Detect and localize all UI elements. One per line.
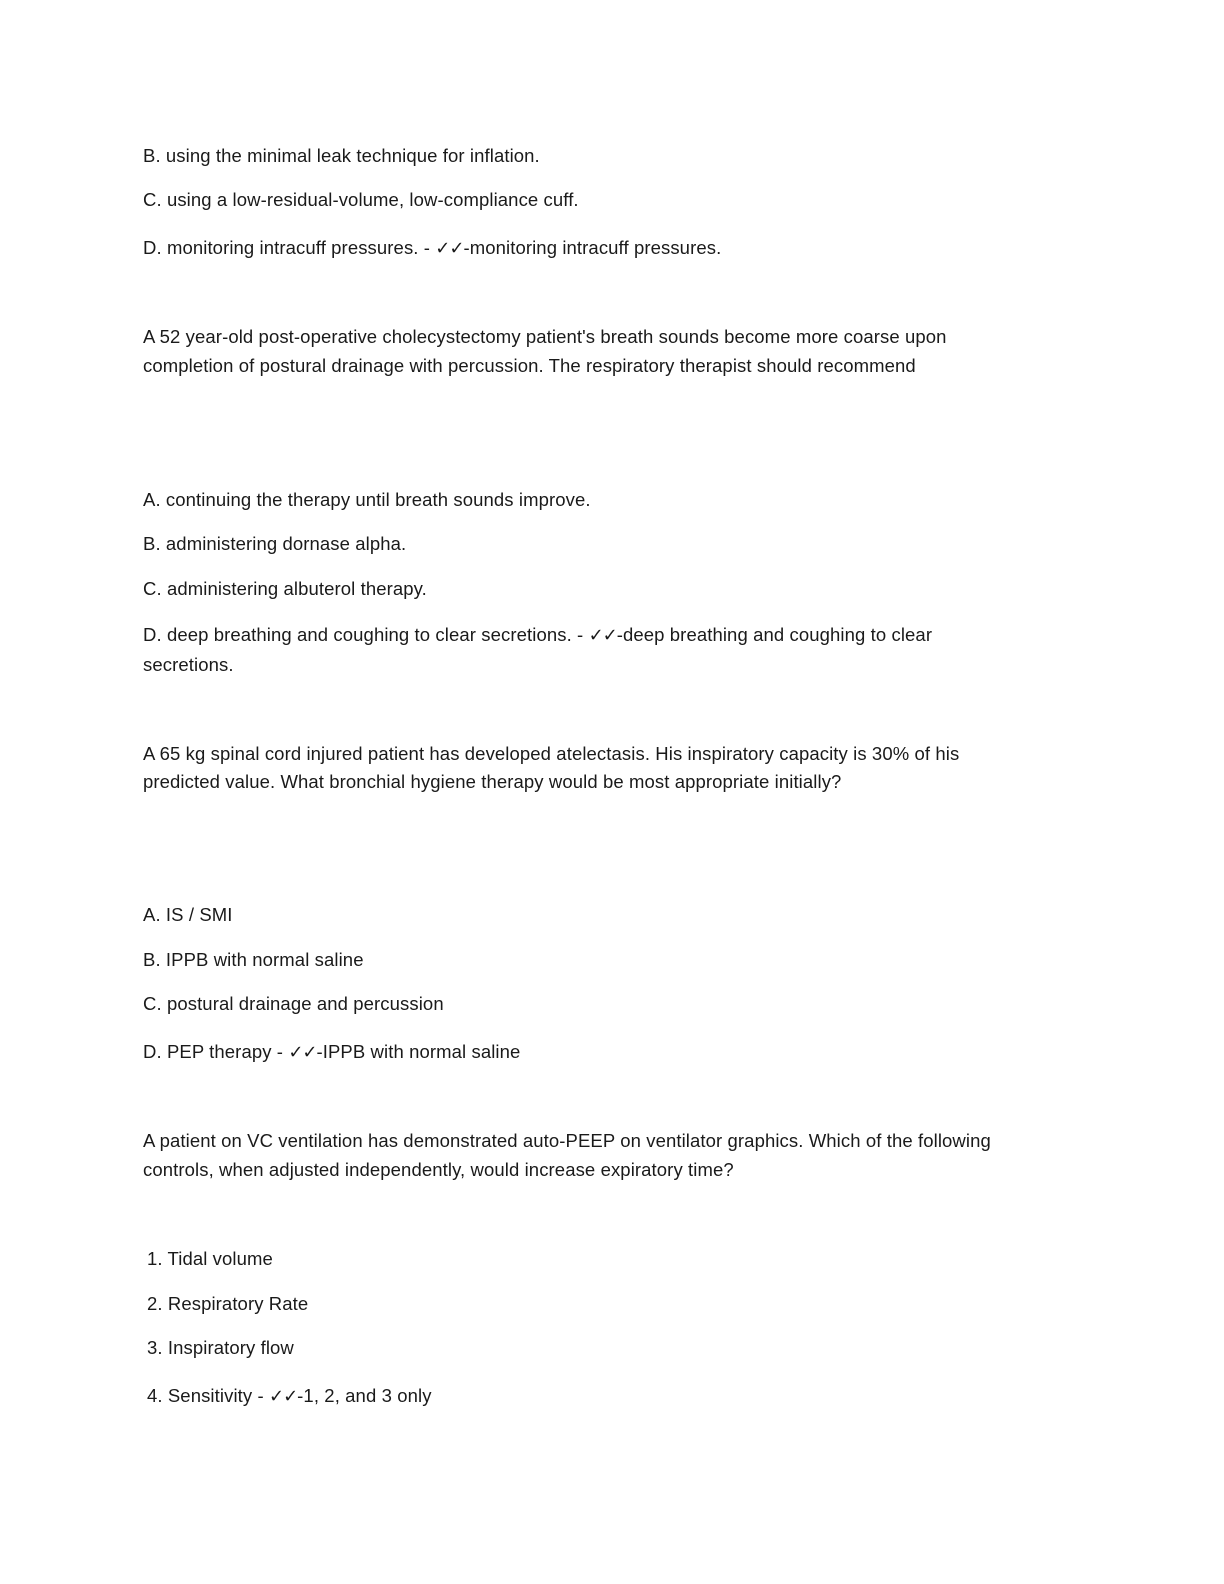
answer-option-text: D. deep breathing and coughing to clear secretions. - — [143, 624, 589, 645]
q3-option-1: 1. Tidal volume — [147, 1248, 273, 1269]
prev-option-c: C. using a low-residual-volume, low-compliance cuff. — [143, 189, 579, 210]
q1-option-b: B. administering dornase alpha. — [143, 533, 407, 554]
q1-option-c: C. administering albuterol therapy. — [143, 578, 427, 599]
prev-option-d-answer — [143, 234, 1073, 263]
q1-stem-line-1: A 52 year-old post-operative cholecystectomy patient's breath sounds become more coarse upon — [143, 326, 947, 347]
checkmark-icon: ✓✓ — [288, 1042, 317, 1063]
q3-option-2: 2. Respiratory Rate — [147, 1293, 309, 1314]
checkmark-icon: ✓✓ — [435, 238, 464, 259]
answer-option-text: D. monitoring intracuff pressures. - — [143, 237, 436, 258]
answer-text: -1, 2, and 3 only — [297, 1385, 432, 1406]
q2-option-c: C. postural drainage and percussion — [143, 993, 444, 1014]
answer-text: -monitoring intracuff pressures. — [463, 237, 722, 258]
q3-stem-line-1: A patient on VC ventilation has demonstrated auto-PEEP on ventilator graphics. Which of the following — [143, 1130, 991, 1151]
q3-option-3: 3. Inspiratory flow — [147, 1337, 294, 1358]
answer-option-text: D. PEP therapy - — [143, 1041, 289, 1062]
checkmark-icon: ✓✓ — [269, 1386, 298, 1407]
q2-stem-line-2: predicted value. What bronchial hygiene therapy would be most appropriate initially? — [143, 771, 842, 792]
answer-option-text: 4. Sensitivity - — [147, 1385, 269, 1406]
q1-option-a: A. continuing the therapy until breath sounds improve. — [143, 489, 591, 510]
q2-option-a: A. IS / SMI — [143, 904, 233, 925]
q1-stem-line-2: completion of postural drainage with percussion. The respiratory therapist should recommend — [143, 355, 916, 376]
answer-text: -IPPB with normal saline — [316, 1041, 521, 1062]
q1-answer-continuation: secretions. — [143, 654, 234, 675]
q2-option-b: B. IPPB with normal saline — [143, 949, 364, 970]
q2-stem-line-1: A 65 kg spinal cord injured patient has developed atelectasis. His inspiratory capacity is 30% of his — [143, 743, 960, 764]
q3-stem-line-2: controls, when adjusted independently, would increase expiratory time? — [143, 1159, 734, 1180]
q2-option-d-answer — [143, 1038, 1073, 1067]
answer-text: -deep breathing and coughing to clear — [616, 624, 933, 645]
prev-option-b: B. using the minimal leak technique for inflation. — [143, 145, 540, 166]
q3-option-4-answer — [147, 1382, 1077, 1411]
q1-option-d-answer — [143, 621, 1073, 650]
checkmark-icon: ✓✓ — [588, 625, 617, 646]
